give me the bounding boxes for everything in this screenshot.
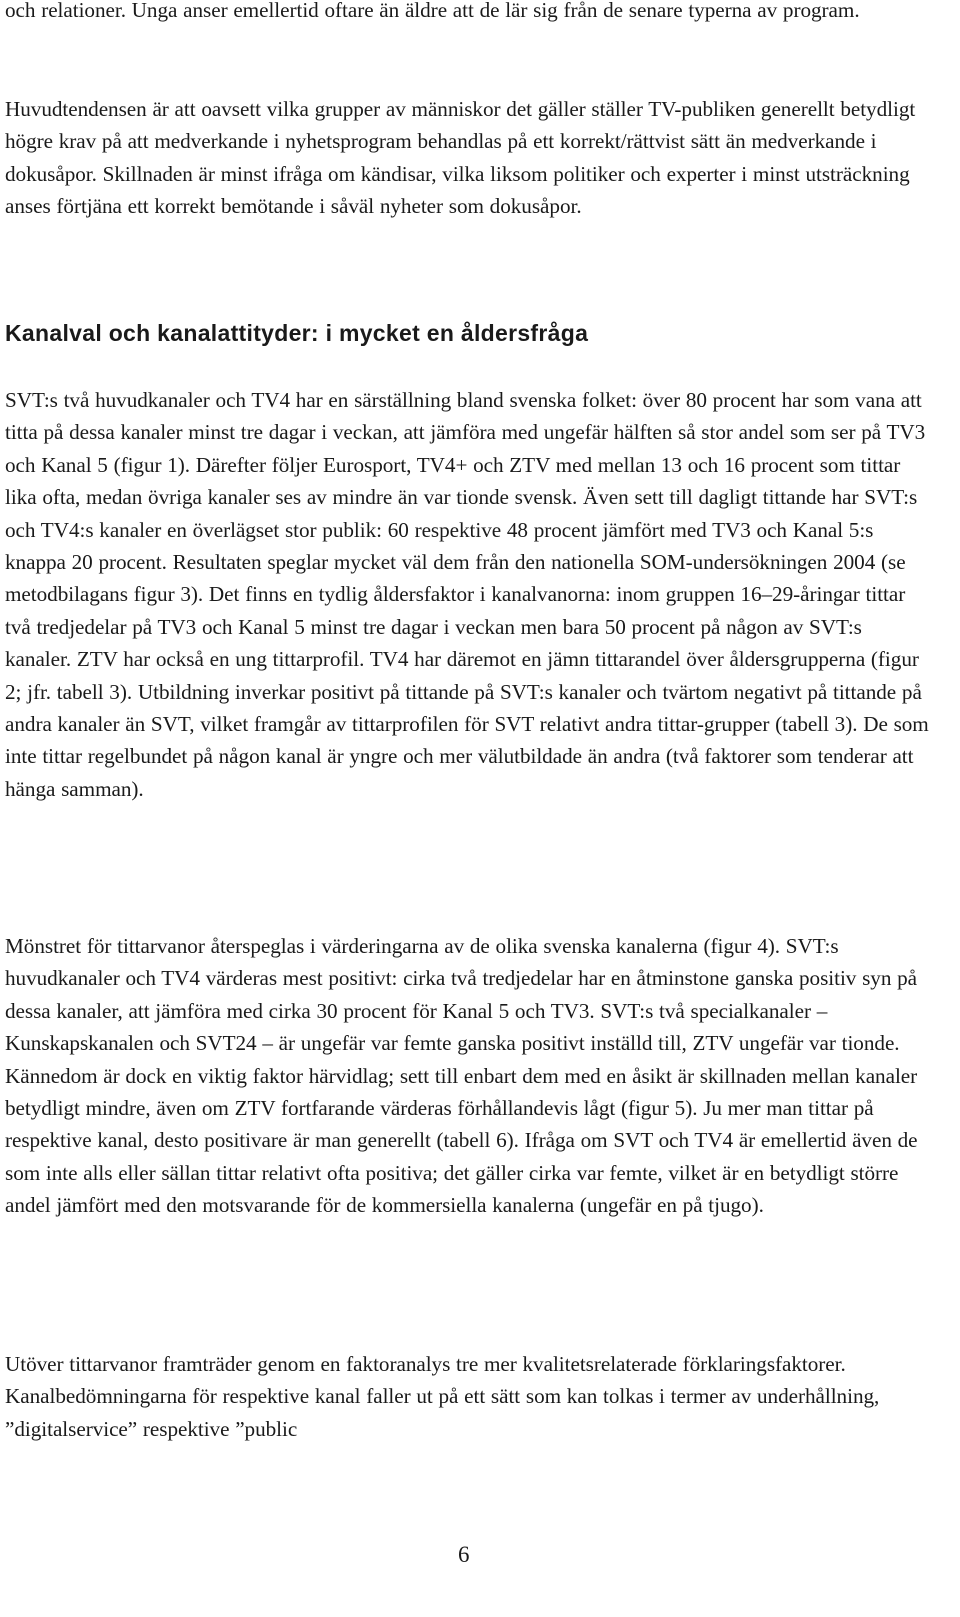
paragraph-channel-habits: SVT:s två huvudkanaler och TV4 har en särställning bland svenska folket: över 80 procent har som vana att titta på dessa kanaler minst tre dagar i veckan, att jämföra med ungefär hälften så stor andel som ser på TV3 och Kanal 5 (figur 1). Därefter följer Eurosport, TV4+ och ZTV med mellan 13 och 16 procent som tittar lika ofta, medan övriga kanaler ses av mindre än var tionde svensk. Även sett till dagligt tittande har SVT:s och TV4:s kanaler en överlägset stor publik: 60 respektive 48 procent jämfört med TV3 och Kanal 5:s knappa 20 procent. Resultaten speglar mycket väl dem från den nationella SOM-undersökningen 2004 (se metodbilagans figur 3). Det finns en tydlig åldersfaktor i kanalvanorna: inom gruppen 16–29-åringar tittar två tredjedelar på TV3 och Kanal 5 minst tre dagar i veckan men bara 50 procent på någon av SVT:s kanaler. ZTV har också en ung tittarprofil. TV4 har däremot en jämn tittarandel över åldersgrupperna (figur 2; jfr. tabell 3). Utbildning inverkar positivt på tittande på SVT:s kanaler och tvärtom negativt på tittande på andra kanaler än SVT, vilket framgår av tittarprofilen för SVT relativt andra tittar-grupper (tabell 3). De som inte tittar regelbundet på någon kanal är yngre och mer välutbildade än andra (två faktorer som tenderar att hänga samman). bbox=[5, 388, 929, 801]
page-number: 6 bbox=[458, 1542, 470, 1567]
paragraph-intro-continuation: och relationer. Unga anser emellertid oftare än äldre att de lär sig från de senare typerna av program. bbox=[5, 0, 860, 22]
paragraph-channel-valuations: Mönstret för tittarvanor återspeglas i värderingarna av de olika svenska kanalerna (figur 4). SVT:s huvudkanaler och TV4 värderas mest positivt: cirka två tredjedelar har en åtminstone ganska positiv syn på dessa kanaler, att jämföra med cirka 30 procent för Kanal 5 och TV3. SVT:s två specialkanaler – Kunskapskanalen och SVT24 – är ungefär var femte ganska positivt inställd till, ZTV ungefär var tionde. Kännedom är dock en viktig faktor härvidlag; sett till enbart dem med en åsikt är skillnaden mellan kanaler betydligt mindre, även om ZTV fortfarande värderas förhållandevis lågt (figur 5). Ju mer man tittar på respektive kanal, desto positivare är man generellt (tabell 6). Ifråga om SVT och TV4 är emellertid även de som inte alls eller sällan tittar relativt ofta positiva; det gäller cirka var femte, vilket är en betydligt större andel jämfört med den motsvarande för de kommersiella kanalerna (ungefär en på tjugo). bbox=[5, 934, 918, 1218]
section-heading: Kanalval och kanalattityder: i mycket en åldersfråga bbox=[5, 320, 589, 346]
paragraph-quality-factors: Utöver tittarvanor framträder genom en faktoranalys tre mer kvalitetsrelaterade förklaringsfaktorer. Kanalbedömningarna för respektive kanal faller ut på ett sätt som kan tolkas i termer av underhållning, ”digitalservice” respektive ”public bbox=[5, 1352, 880, 1441]
paragraph-main-tendency: Huvudtendensen är att oavsett vilka grupper av människor det gäller ställer TV-publiken generellt betydligt högre krav på att medverkande i nyhetsprogram behandlas på ett korrekt/rättvist sätt än medverkande i dokusåpor. Skillnaden är minst ifråga om kändisar, vilka liksom politiker och experter i minst utsträckning anses förtjäna ett korrekt bemötande i såväl nyheter som dokusåpor. bbox=[5, 97, 916, 219]
